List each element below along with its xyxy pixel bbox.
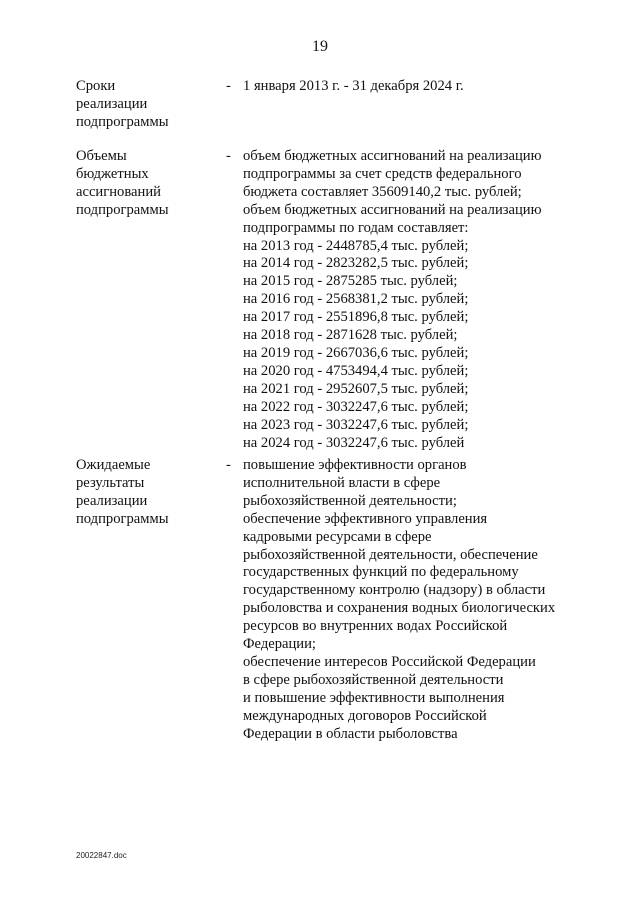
content-line: подпрограммы по годам составляет:	[243, 219, 469, 236]
content-line: кадровыми ресурсами в сфере	[243, 528, 432, 545]
section-label	[76, 148, 216, 220]
content-line: на 2016 год - 2568381,2 тыс. рублей;	[243, 291, 469, 308]
content-line: подпрограммы за счет средств федерального	[243, 165, 522, 182]
content-line: 1 января 2013 г. - 31 декабря 2024 г.	[243, 78, 464, 94]
label-line: реализации	[76, 492, 148, 509]
content-line: на 2017 год - 2551896,8 тыс. рублей;	[243, 309, 469, 326]
section-content	[243, 78, 603, 96]
content-line: на 2023 год - 3032247,6 тыс. рублей;	[243, 416, 469, 433]
label-line: подпрограммы	[76, 201, 169, 218]
content-line: в сфере рыбохозяйственной деятельности	[243, 671, 504, 688]
label-line: Ожидаемые	[76, 457, 151, 473]
content-line: международных договоров Российской	[243, 707, 487, 724]
label-line: подпрограммы	[76, 510, 169, 527]
label-line: Объемы	[76, 148, 127, 164]
label-line: ассигнований	[76, 183, 161, 200]
content-line: на 2019 год - 2667036,6 тыс. рублей;	[243, 344, 469, 361]
label-line: бюджетных	[76, 165, 149, 182]
content-line: на 2014 год - 2823282,5 тыс. рублей;	[243, 255, 469, 272]
content-line: повышение эффективности органов	[243, 457, 467, 473]
section-content	[243, 457, 603, 744]
content-line: на 2013 год - 2448785,4 тыс. рублей;	[243, 237, 469, 254]
label-line: реализации	[76, 95, 148, 112]
content-line: на 2018 год - 2871628 тыс. рублей;	[243, 327, 458, 344]
dash-separator: -	[226, 148, 231, 164]
content-line: обеспечение интересов Российской Федерации	[243, 653, 536, 670]
content-line: Федерации в области рыболовства	[243, 725, 458, 742]
label-line: Сроки	[76, 78, 116, 94]
footer-document-code: 20022847.doc	[76, 851, 127, 860]
section-label	[76, 457, 216, 529]
content-line: на 2024 год - 3032247,6 тыс. рублей	[243, 434, 465, 451]
content-line: бюджета составляет 35609140,2 тыс. рублей;	[243, 183, 522, 200]
section-label	[76, 78, 216, 132]
dash-separator: -	[226, 457, 231, 473]
label-line: подпрограммы	[76, 113, 169, 130]
label-line: результаты	[76, 474, 145, 491]
content-line: на 2020 год - 4753494,4 тыс. рублей;	[243, 362, 469, 379]
content-line: объем бюджетных ассигнований на реализацию	[243, 148, 542, 164]
content-line: государственных функций по федеральному	[243, 564, 519, 581]
content-line: государственному контролю (надзору) в области	[243, 582, 546, 599]
content-line: исполнительной власти в сфере	[243, 474, 441, 491]
content-line: на 2021 год - 2952607,5 тыс. рублей;	[243, 380, 469, 397]
content-line: обеспечение эффективного управления	[243, 510, 488, 527]
page-number: 19	[312, 38, 328, 55]
content-line: на 2015 год - 2875285 тыс. рублей;	[243, 273, 458, 290]
content-line: и повышение эффективности выполнения	[243, 689, 505, 706]
dash-separator: -	[226, 78, 231, 94]
content-line: ресурсов во внутренних водах Российской	[243, 618, 508, 635]
content-line: Федерации;	[243, 636, 316, 653]
content-line: на 2022 год - 3032247,6 тыс. рублей;	[243, 398, 469, 415]
content-line: рыбохозяйственной деятельности;	[243, 492, 457, 509]
content-line: объем бюджетных ассигнований на реализацию	[243, 201, 542, 218]
content-line: рыбохозяйственной деятельности, обеспечение	[243, 546, 538, 563]
content-line: рыболовства и сохранения водных биологических	[243, 600, 556, 617]
section-content	[243, 148, 603, 452]
